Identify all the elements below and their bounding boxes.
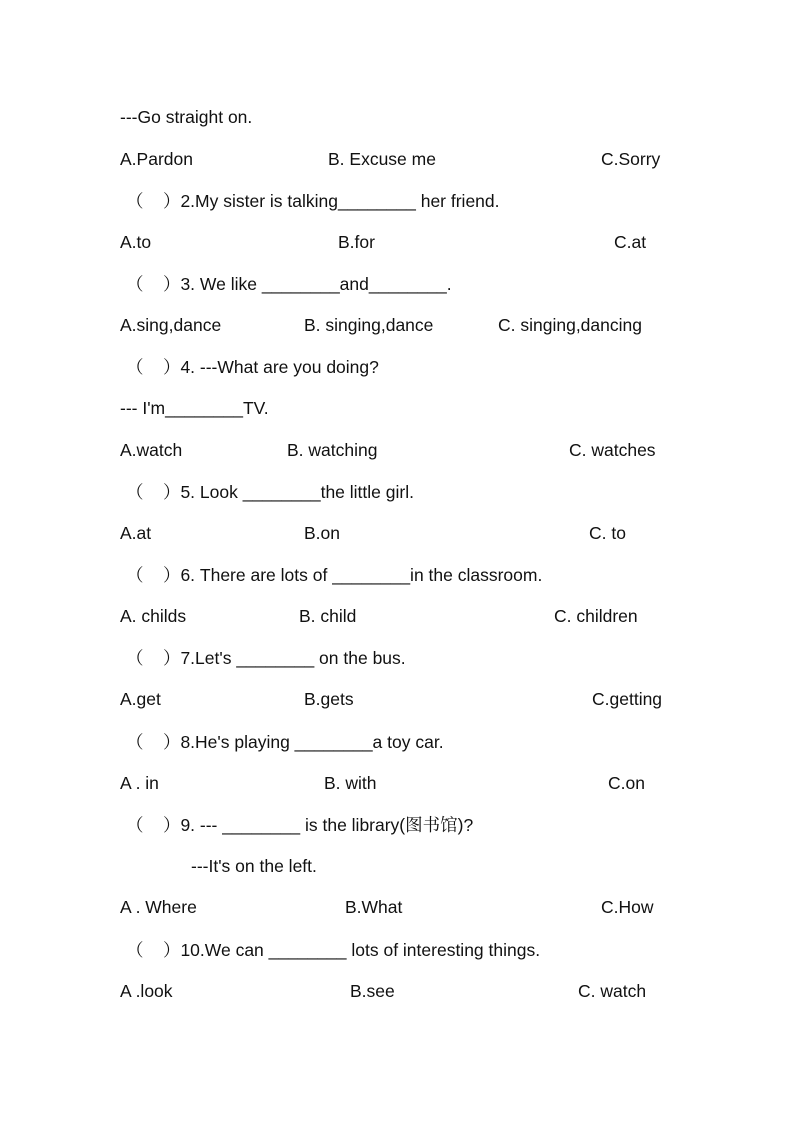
q6-option-c: C. children	[554, 606, 638, 626]
q7-option-b: B.gets	[304, 689, 354, 709]
q9-follow: ---It's on the left.	[191, 856, 317, 876]
q5-option-b: B.on	[304, 523, 340, 543]
q8-option-c: C.on	[608, 773, 645, 793]
q4-option-b: B. watching	[287, 440, 378, 460]
q4-option-c: C. watches	[569, 440, 656, 460]
q10-option-a: A .look	[120, 981, 173, 1001]
q2-option-c: C.at	[614, 232, 647, 252]
q3-option-a: A.sing,dance	[120, 315, 222, 335]
q4-follow: --- I'm________TV.	[120, 398, 269, 418]
q4-stem: （ ）4. ---What are you doing?	[126, 357, 379, 377]
q2-option-a: A.to	[120, 232, 152, 252]
q8-stem: （ ）8.He's playing ________a toy car.	[126, 732, 444, 752]
q7-option-c: C.getting	[592, 689, 663, 709]
q5-option-a: A.at	[120, 523, 152, 543]
q6-option-a: A. childs	[120, 606, 187, 626]
q8-option-a: A . in	[120, 773, 159, 793]
q9-option-b: B.What	[345, 897, 403, 917]
q10-stem: （ ）10.We can ________ lots of interesting things.	[126, 940, 541, 960]
q1-option-a: A.Pardon	[120, 149, 193, 169]
q6-option-b: B. child	[299, 606, 357, 626]
q3-option-b: B. singing,dance	[304, 315, 434, 335]
q1-option-c: C.Sorry	[601, 149, 661, 169]
q1-option-b: B. Excuse me	[328, 149, 436, 169]
q2-option-b: B.for	[338, 232, 375, 252]
q9-stem: （ ）9. --- ________ is the library(图书馆)?	[126, 815, 474, 835]
q10-option-b: B.see	[350, 981, 395, 1001]
q7-option-a: A.get	[120, 689, 161, 709]
q4-option-a: A.watch	[120, 440, 183, 460]
q1-answer-line: ---Go straight on.	[120, 107, 253, 127]
q10-option-c: C. watch	[578, 981, 647, 1001]
q8-option-b: B. with	[324, 773, 377, 793]
q2-stem: （ ）2.My sister is talking________ her friend.	[126, 191, 500, 211]
q3-stem: （ ）3. We like ________and________.	[126, 274, 452, 294]
q7-stem: （ ）7.Let's ________ on the bus.	[126, 648, 406, 668]
q9-option-c: C.How	[601, 897, 654, 917]
q6-stem: （ ）6. There are lots of ________in the classroom.	[126, 565, 543, 585]
q3-option-c: C. singing,dancing	[498, 315, 642, 335]
q5-option-c: C. to	[589, 523, 626, 543]
q5-stem: （ ）5. Look ________the little girl.	[126, 482, 414, 502]
q9-option-a: A . Where	[120, 897, 197, 917]
